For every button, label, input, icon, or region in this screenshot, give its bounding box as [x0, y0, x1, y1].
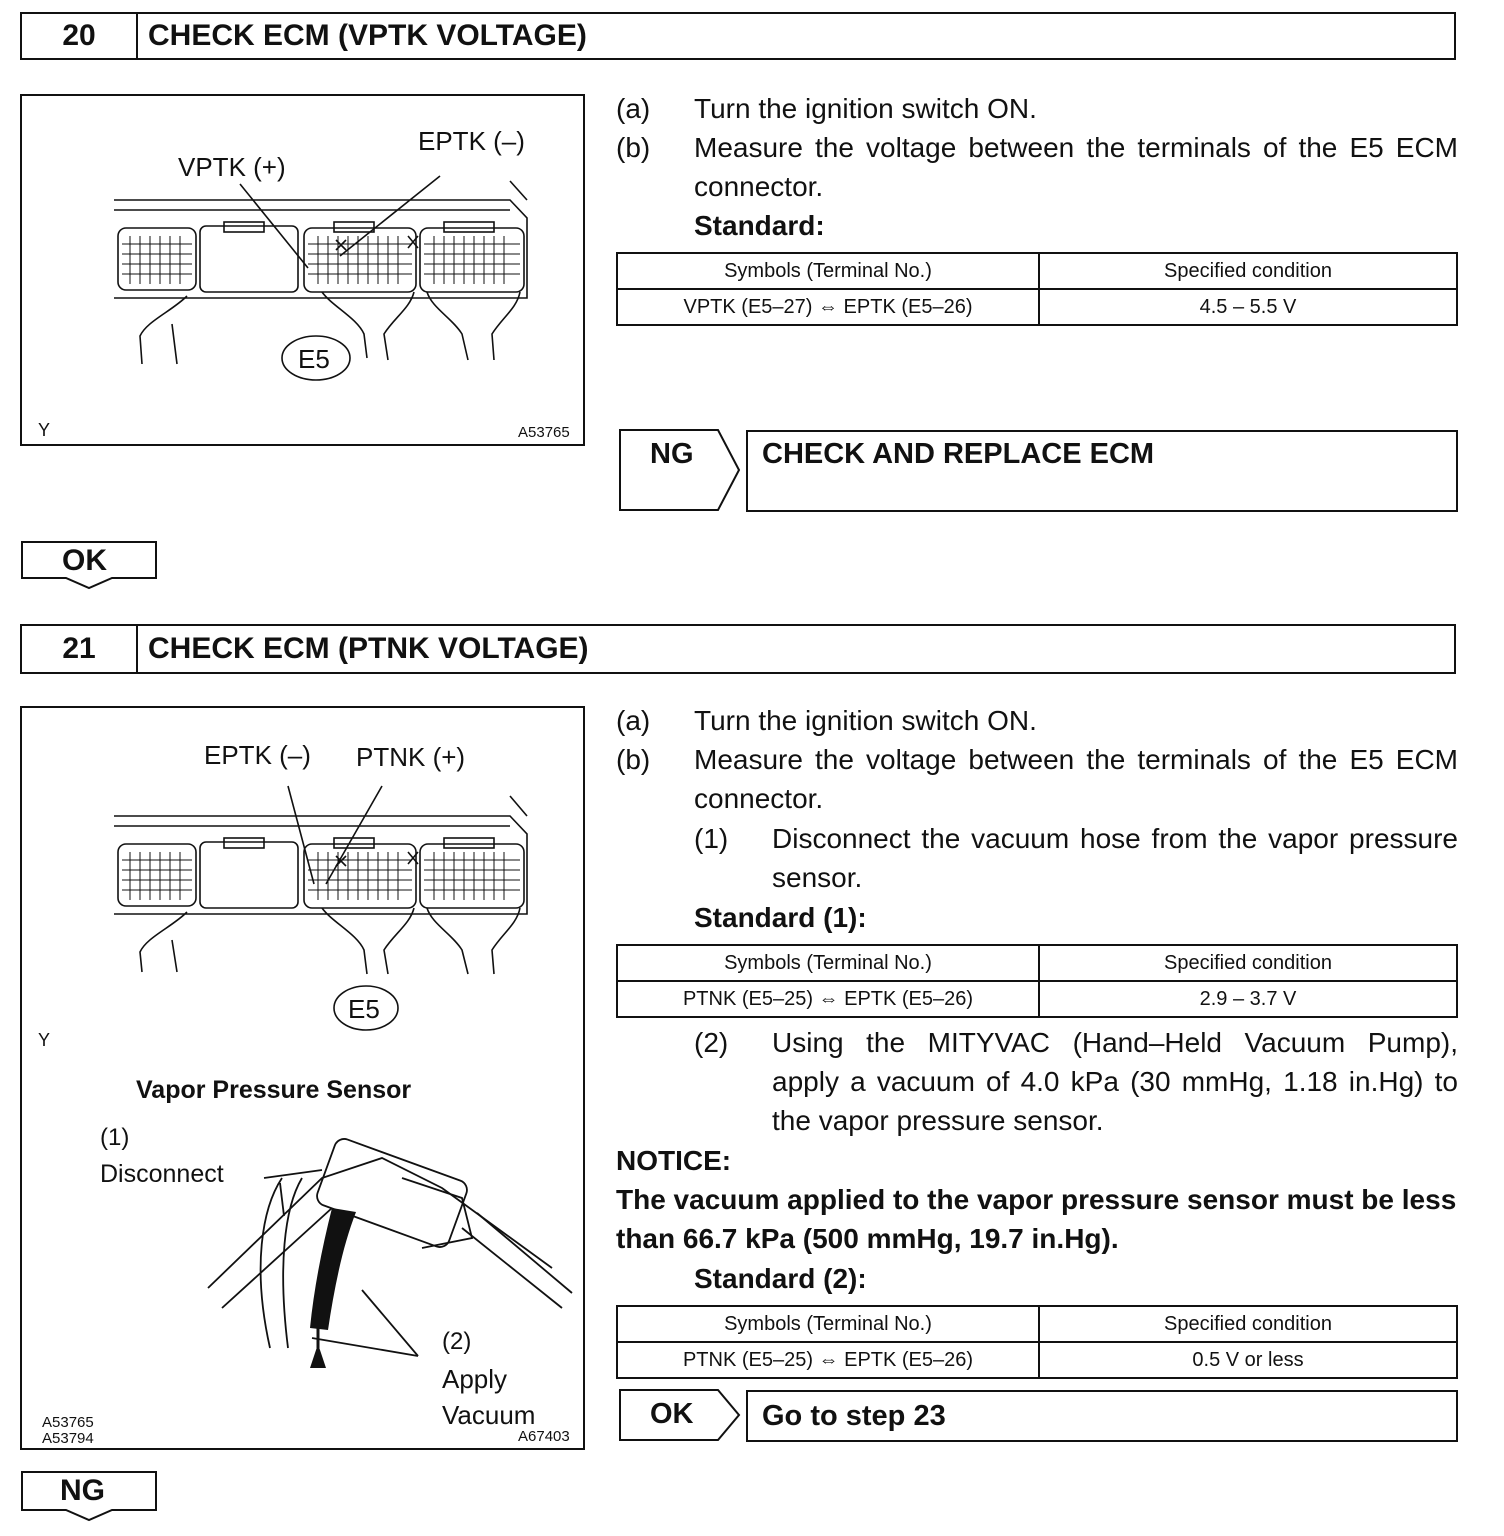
standard-2-label: Standard (2):: [694, 1263, 867, 1294]
ok-flow-tab: [20, 540, 158, 590]
table-row: [617, 981, 1457, 1017]
instruction-label: (b): [616, 744, 651, 775]
figure-code: A53765: [518, 424, 570, 441]
spec-table: [616, 252, 1458, 326]
ecm-connector-figure: [20, 94, 585, 446]
step-title: CHECK ECM (PTNK VOLTAGE): [148, 632, 589, 665]
instruction-text: Turn the ignition switch ON.: [694, 93, 1037, 124]
ng-result-tag: [618, 428, 742, 512]
disconnect-number: (1): [100, 1124, 130, 1151]
table-cell: 2.9 – 3.7 V: [1039, 981, 1457, 1017]
instruction-text: Measure the voltage between the terminals of the E5 ECM connector.: [694, 132, 1458, 202]
step-20-header: [20, 12, 1456, 60]
figure-code: A53765: [42, 1414, 94, 1431]
instruction-text: Turn the ignition switch ON.: [694, 705, 1037, 736]
notice-text: The vacuum applied to the vapor pressure sensor must be less than 66.7 kPa (500 mmHg, 19.7 in.Hg).: [616, 1184, 1457, 1254]
connector-e5-label: E5: [298, 344, 330, 374]
ok-action-text: Go to step 23: [762, 1399, 946, 1432]
corner-y-label: Y: [38, 1030, 51, 1050]
table-row: [617, 289, 1457, 325]
sensor-title: Vapor Pressure Sensor: [136, 1076, 412, 1104]
instruction-label: (a): [616, 705, 651, 736]
ng-label: NG: [60, 1474, 105, 1507]
table-header: Specified condition: [1039, 945, 1457, 981]
apply-label: Apply: [442, 1364, 508, 1394]
table-header: Symbols (Terminal No.): [617, 1306, 1039, 1342]
table-header: Symbols (Terminal No.): [617, 253, 1039, 289]
table-cell: 4.5 – 5.5 V: [1039, 289, 1457, 325]
ng-flow-tab: [20, 1470, 158, 1522]
standard-label: Standard:: [694, 210, 825, 241]
figure-code: A53794: [42, 1430, 94, 1447]
step-21-header: [20, 624, 1456, 674]
figure-code: A67403: [518, 1428, 570, 1445]
step-number: 21: [22, 626, 138, 672]
vptk-label: VPTK (+): [178, 152, 286, 182]
corner-y-label: Y: [38, 420, 51, 440]
ptnk-label: PTNK (+): [356, 742, 466, 772]
ng-action-box: [746, 430, 1458, 512]
sub-instruction-label: (1): [694, 823, 729, 854]
spec-table-2: [616, 1305, 1458, 1379]
step-title: CHECK ECM (VPTK VOLTAGE): [148, 19, 587, 52]
table-cell: PTNK (E5–25) ⇔ EPTK (E5–26): [617, 981, 1039, 1017]
table-cell: VPTK (E5–27) ⇔ EPTK (E5–26): [617, 289, 1039, 325]
ok-label: OK: [62, 544, 107, 577]
table-row: [617, 1342, 1457, 1378]
disconnect-label: Disconnect: [100, 1160, 224, 1188]
sub-instruction-label: (2): [694, 1027, 729, 1058]
table-header-row: [617, 253, 1457, 289]
ok-result-tag: [618, 1388, 742, 1442]
instruction-text: Measure the voltage between the terminals of the E5 ECM connector.: [694, 744, 1458, 814]
ecm-sensor-figure: [20, 706, 585, 1450]
sub-instruction-text: Using the MITYVAC (Hand–Held Vacuum Pump), apply a vacuum of 4.0 kPa (30 mmHg, 1.18 in.Hg) to the vapor pressure sensor.: [772, 1027, 1458, 1136]
ng-label: NG: [650, 438, 694, 470]
vacuum-label: Vacuum: [442, 1400, 536, 1430]
eptk-label: EPTK (–): [418, 126, 525, 156]
table-header-row: [617, 1306, 1457, 1342]
connector-e5-label: E5: [348, 994, 380, 1024]
spec-table-1: [616, 944, 1458, 1018]
step-number: 20: [22, 14, 138, 58]
table-cell: 0.5 V or less: [1039, 1342, 1457, 1378]
table-header: Symbols (Terminal No.): [617, 945, 1039, 981]
instruction-label: (b): [616, 132, 651, 163]
table-header: Specified condition: [1039, 253, 1457, 289]
ng-action-text: CHECK AND REPLACE ECM: [762, 438, 1155, 470]
standard-1-label: Standard (1):: [694, 902, 867, 933]
ok-action-box: [746, 1390, 1458, 1442]
eptk-label: EPTK (–): [204, 740, 311, 770]
sub-instruction-text: Disconnect the vacuum hose from the vapor pressure sensor.: [772, 823, 1458, 893]
ok-label: OK: [650, 1398, 694, 1430]
instruction-label: (a): [616, 93, 651, 124]
table-header: Specified condition: [1039, 1306, 1457, 1342]
table-header-row: [617, 945, 1457, 981]
apply-number: (2): [442, 1328, 472, 1355]
table-cell: PTNK (E5–25) ⇔ EPTK (E5–26): [617, 1342, 1039, 1378]
notice-label: NOTICE:: [616, 1145, 732, 1176]
